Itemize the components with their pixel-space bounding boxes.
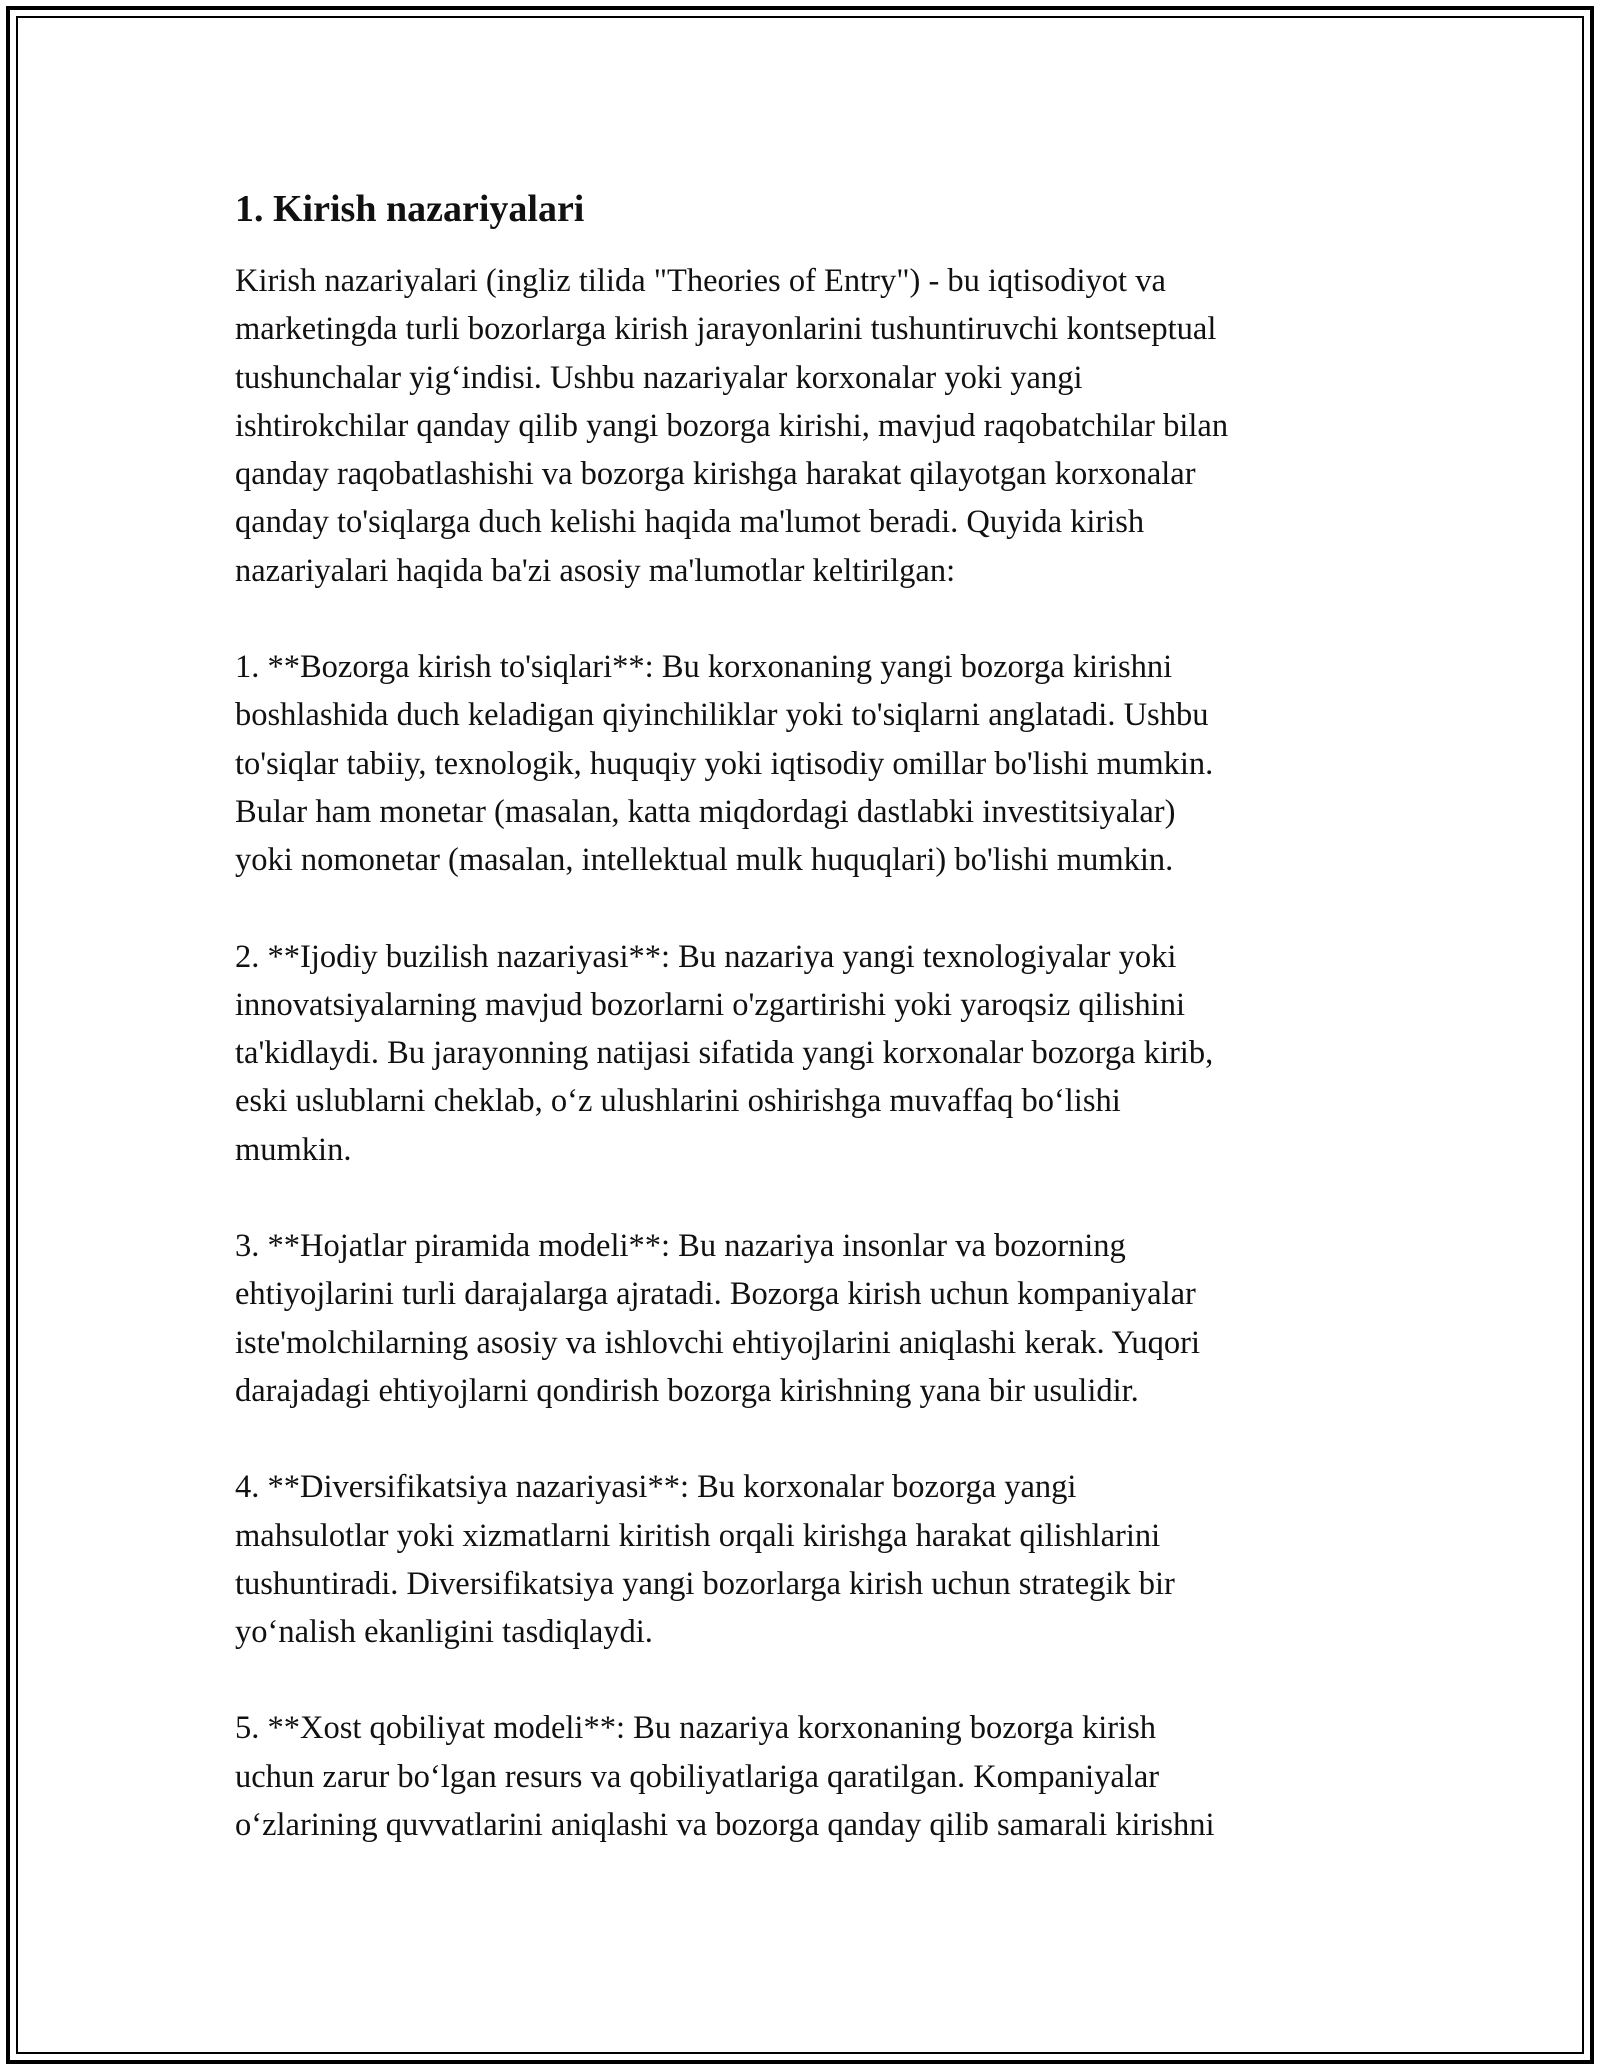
list-item-4-paragraph [235, 1463, 1370, 1656]
paragraph-line: iste'molchilarning asosiy va ishlovchi ehtiyojlarini aniqlashi kerak. Yuqori [235, 1324, 1201, 1361]
paragraph-line: yo‘nalish ekanligini tasdiqlaydi. [235, 1614, 653, 1651]
paragraph-line: mumkin. [235, 1131, 352, 1168]
list-item-5-paragraph [235, 1704, 1370, 1849]
paragraph-line: 1. **Bozorga kirish to'siqlari**: Bu korxonaning yangi bozorga kirishni [235, 649, 1173, 686]
paragraph-line: darajadagi ehtiyojlarni qondirish bozorga kirishning yana bir usulidir. [235, 1372, 1139, 1409]
intro-paragraph [235, 257, 1370, 595]
paragraph-line: nazariyalari haqida ba'zi asosiy ma'lumotlar keltirilgan: [235, 552, 956, 589]
paragraph-line: boshlashida duch keladigan qiyinchiliklar yoki to'siqlarni anglatadi. Ushbu [235, 697, 1209, 734]
list-item-3-paragraph [235, 1222, 1370, 1415]
paragraph-line: qanday to'siqlarga duch kelishi haqida ma'lumot beradi. Quyida kirish [235, 504, 1145, 541]
list-item-1-paragraph [235, 643, 1370, 884]
paragraph-line: tushuntiradi. Diversifikatsiya yangi bozorlarga kirish uchun strategik bir [235, 1565, 1175, 1602]
paragraph-line: ishtirokchilar qanday qilib yangi bozorga kirishi, mavjud raqobatchilar bilan [235, 407, 1229, 444]
paragraph-line: mahsulotlar yoki xizmatlarni kiritish orqali kirishga harakat qilishlarini [235, 1517, 1161, 1554]
paragraph-line: to'siqlar tabiiy, texnologik, huquqiy yoki iqtisodiy omillar bo'lishi mumkin. [235, 745, 1214, 782]
paragraph-line: 4. **Diversifikatsiya nazariyasi**: Bu korxonalar bozorga yangi [235, 1469, 1077, 1506]
paragraph-line: 3. **Hojatlar piramida modeli**: Bu nazariya insonlar va bozorning [235, 1228, 1126, 1265]
paragraph-line: tushunchalar yig‘indisi. Ushbu nazariyalar korxonalar yoki yangi [235, 359, 1083, 396]
paragraph-line: uchun zarur bo‘lgan resurs va qobiliyatlariga qaratilgan. Kompaniyalar [235, 1758, 1160, 1795]
paragraph-line: 5. **Xost qobiliyat modeli**: Bu nazariya korxonaning bozorga kirish [235, 1710, 1156, 1747]
paragraph-line: ta'kidlaydi. Bu jarayonning natijasi sifatida yangi korxonalar bozorga kirib, [235, 1035, 1214, 1072]
paragraph-line: ehtiyojlarini turli darajalarga ajratadi. Bozorga kirish uchun kompaniyalar [235, 1276, 1196, 1313]
paragraph-line: Bular ham monetar (masalan, katta miqdordagi dastlabki investitsiyalar) [235, 793, 1176, 830]
paragraph-line: marketingda turli bozorlarga kirish jarayonlarini tushuntiruvchi kontseptual [235, 311, 1217, 348]
paragraph-line: 2. **Ijodiy buzilish nazariyasi**: Bu nazariya yangi texnologiyalar yoki [235, 938, 1177, 975]
paragraph-line: qanday raqobatlashishi va bozorga kirishga harakat qilayotgan korxonalar [235, 456, 1196, 493]
paragraph-line: o‘zlarining quvvatlarini aniqlashi va bozorga qanday qilib samarali kirishni [235, 1807, 1215, 1844]
paragraph-line: Kirish nazariyalari (ingliz tilida "Theories of Entry") - bu iqtisodiyot va [235, 263, 1166, 299]
page-title: 1. Kirish nazariyalari [235, 188, 585, 230]
document-body [235, 185, 1370, 1897]
paragraph-line: innovatsiyalarning mavjud bozorlarni o'zgartirishi yoki yaroqsiz qilishini [235, 986, 1185, 1023]
paragraph-line: yoki nomonetar (masalan, intellektual mulk huquqlari) bo'lishi mumkin. [235, 842, 1174, 879]
paragraph-line: eski uslublarni cheklab, o‘z ulushlarini oshirishga muvaffaq bo‘lishi [235, 1083, 1121, 1120]
list-item-2-paragraph [235, 933, 1370, 1174]
